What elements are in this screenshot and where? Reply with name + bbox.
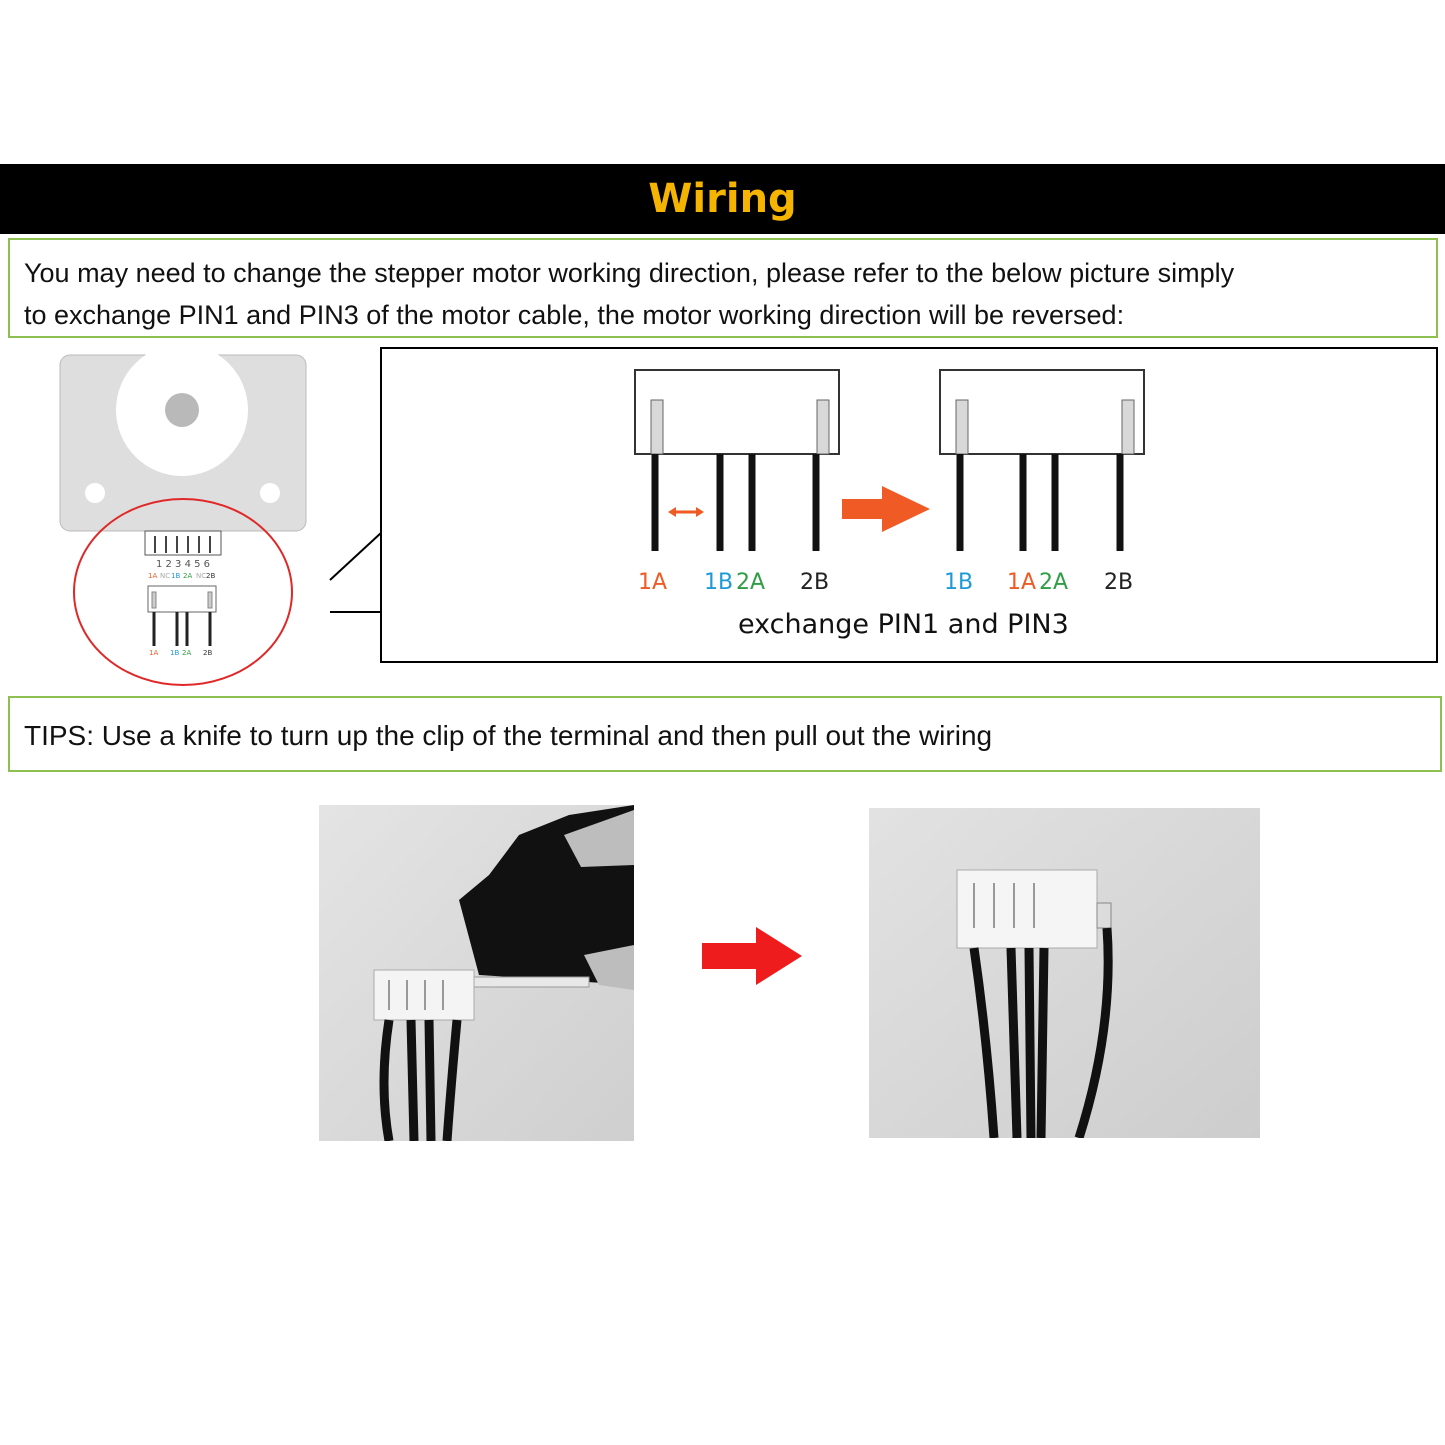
motor-label-1b: 1B <box>171 572 181 580</box>
title-bar <box>0 164 1445 234</box>
before-label-2a: 2A <box>736 570 766 595</box>
diagram-caption: exchange PIN1 and PIN3 <box>738 609 1069 640</box>
motor-label-1a: 1A <box>148 572 158 580</box>
plug-label-1b: 1B <box>170 649 180 657</box>
page-title: Wiring <box>648 176 797 222</box>
plug-label-2a: 2A <box>182 649 192 657</box>
arrow-right-icon <box>700 925 804 987</box>
motor-shaft <box>165 393 199 427</box>
tips-text: TIPS: Use a knife to turn up the clip of the terminal and then pull out the wiring <box>24 720 993 751</box>
plug-label-1a: 1A <box>149 649 159 657</box>
mount-hole-left <box>85 483 105 503</box>
plug-label-2b: 2B <box>203 649 213 657</box>
photo-wire-pulled-out <box>869 808 1260 1138</box>
before-label-1a: 1A <box>638 570 668 595</box>
intro-line-2: to exchange PIN1 and PIN3 of the motor cable, the motor working direction will be reversed: <box>24 300 1125 330</box>
before-label-2b: 2B <box>800 570 830 595</box>
intro-box <box>8 238 1438 338</box>
before-label-1b: 1B <box>704 570 734 595</box>
after-label-2a: 2A <box>1039 570 1069 595</box>
callout-lines <box>320 520 384 665</box>
mount-hole-right <box>260 483 280 503</box>
after-label-2b: 2B <box>1104 570 1134 595</box>
connector-after <box>940 370 1144 454</box>
after-label-1b: 1B <box>944 570 974 595</box>
after-label-1a: 1A <box>1007 570 1037 595</box>
intro-line-1: You may need to change the stepper motor working direction, please refer to the below picture simply <box>24 258 1235 288</box>
motor-label-nc-1: NC <box>160 572 171 580</box>
tips-box <box>8 696 1442 772</box>
connector-before <box>635 370 839 454</box>
motor-label-nc-2: NC <box>196 572 207 580</box>
motor-illustration <box>40 350 330 690</box>
direction-arrow-icon <box>842 486 930 532</box>
pin-numbers: 1 2 3 4 5 6 <box>155 559 211 570</box>
motor-label-2b: 2B <box>206 572 216 580</box>
pin-diagram-box <box>380 347 1438 663</box>
motor-label-2a: 2A <box>183 572 193 580</box>
terminal-housing-2 <box>957 870 1097 948</box>
photo-knife-lifting-clip <box>319 805 634 1141</box>
cable-plug <box>148 586 216 612</box>
